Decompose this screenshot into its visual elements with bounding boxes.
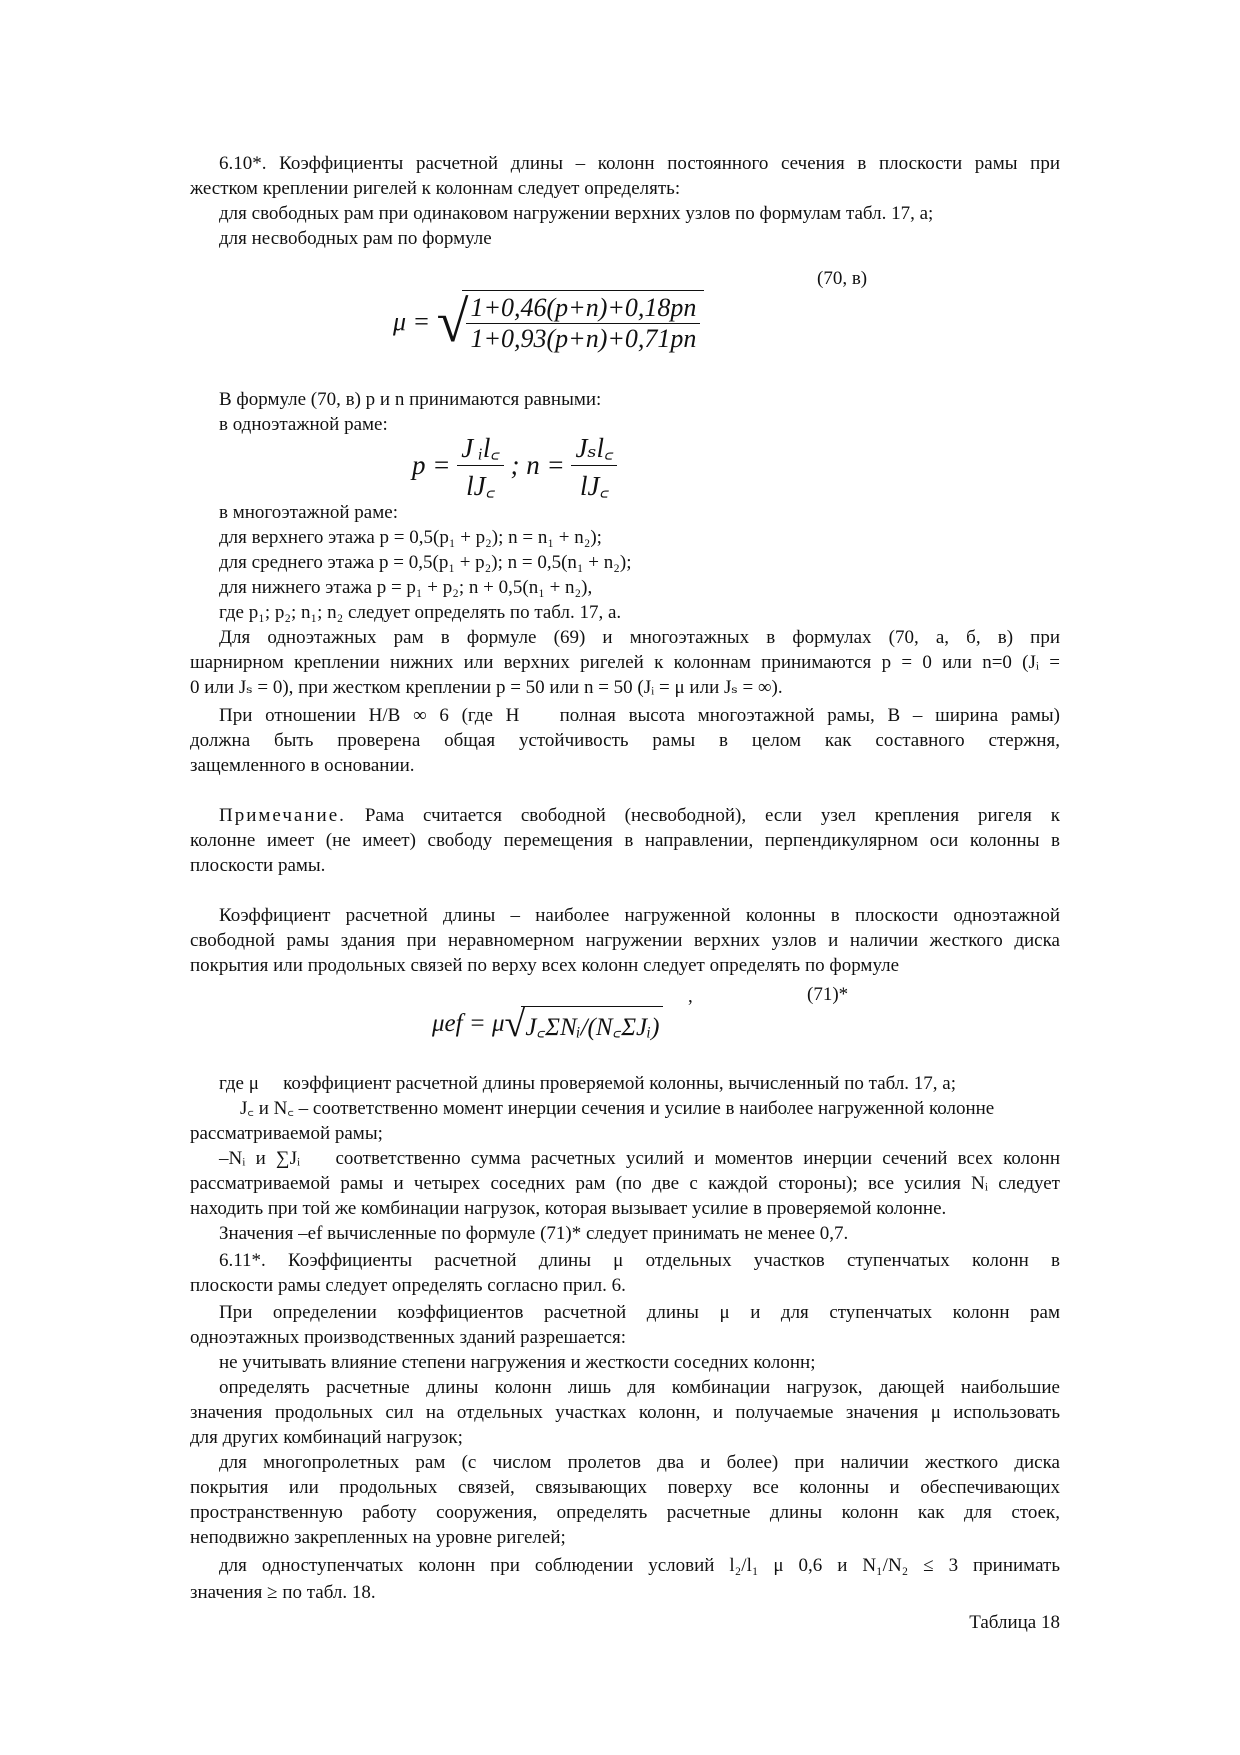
paragraph-sum-line1: –Nᵢ и ∑Jᵢ   соответственно сумма расчетных усилий и моментов инерции сечений всех колонн: [219, 1148, 1060, 1169]
formula-n-numerator: Jₛl꜀: [571, 428, 617, 466]
formula-70v-lhs: μ =: [393, 307, 431, 336]
paragraph-ratio-line1: При отношении H/B ∞ 6 (где H   полная высота многоэтажной рамы, B – ширина рамы): [219, 705, 1060, 726]
note-text-1: Рама считается свободной (несвободной), если узел крепления ригеля к: [345, 805, 1060, 826]
paragraph-determination-line2: одноэтажных производственных зданий разрешается:: [190, 1327, 627, 1348]
paragraph-formula-70v-params: В формуле (70, в) p и n принимаются равными:: [219, 389, 602, 410]
paragraph-nonfree-frames: для несвободных рам по формуле: [219, 228, 492, 249]
formula-70v-radicand: [462, 290, 704, 354]
paragraph-6-11-line2: плоскости рамы следует определять согласно прил. 6.: [190, 1275, 626, 1296]
formula-p-label: p =: [412, 450, 451, 480]
paragraph-bottom-floor: для нижнего этажа p = p₁ + p₂; n + 0,5(n₁ + n₂),: [219, 577, 593, 598]
paragraph-ratio-line2: должна быть проверена общая устойчивость рамы в целом как составного стержня,: [190, 730, 1060, 751]
paragraph-6-11-line1: 6.11*. Коэффициенты расчетной длины μ отдельных участков ступенчатых колонн в: [219, 1250, 1060, 1271]
paragraph-sum-line2: рассматриваемой рамы и четырех соседних рам (по две с каждой стороны); все усилия Nᵢ следует: [190, 1173, 1060, 1194]
note-line3: плоскости рамы.: [190, 855, 326, 876]
paragraph-jc-nc-line2: рассматриваемой рамы;: [190, 1123, 383, 1144]
paragraph-coef-line1: Коэффициент расчетной длины – наиболее нагруженной колонны в плоскости одноэтажной: [219, 905, 1060, 926]
paragraph-multispan-line3: пространственную работу сооружения, определять расчетные длины колонн как для стоек,: [190, 1502, 1060, 1523]
formula-70v-denominator: 1+0,93(p+n)+0,71pn: [470, 324, 697, 353]
formula-71-lhs: μef = μ: [432, 1010, 505, 1037]
formula-70v-fraction: [466, 293, 700, 354]
paragraph-middle-floor: для среднего этажа p = 0,5(p₁ + p₂); n = 0,5(n₁ + n₂);: [219, 552, 632, 573]
note-line1: [219, 803, 1060, 828]
formula-71-radicand: J꜀ΣNᵢ/(N꜀ΣJᵢ): [521, 1006, 663, 1043]
paragraph-multi-storey: в многоэтажной раме:: [219, 502, 398, 523]
formula-71: [432, 1002, 663, 1046]
paragraph-coef-line2: свободной рамы здания при неравномерном нагружении верхних узлов и наличии жесткого диска: [190, 930, 1060, 951]
paragraph-6-10-line1: 6.10*. Коэффициенты расчетной длины – колонн постоянного сечения в плоскости рамы при: [219, 153, 1060, 174]
paragraph-where: где p₁; p₂; n₁; n₂ следует определять по табл. 17, а.: [219, 602, 622, 623]
paragraph-combination-line3: для других комбинаций нагрузок;: [190, 1427, 463, 1448]
formula-70v: [393, 290, 704, 354]
radical-sign: √: [436, 289, 469, 354]
formula-n-label: ; n =: [510, 450, 565, 480]
paragraph-multispan-line2: покрытия или продольных связей, связывающих поверху все колонны и обеспечивающих: [190, 1477, 1060, 1498]
paragraph-single-step-line2: значения ≥ по табл. 18.: [190, 1582, 376, 1603]
paragraph-sum-line3: находить при той же комбинации нагрузок, которая вызывает усилие в проверяемой колонне.: [190, 1198, 947, 1219]
formula-70v-numerator: 1+0,46(p+n)+0,18pn: [466, 293, 700, 324]
equation-number-71: (71)*: [807, 984, 849, 1005]
formula-p-denominator: lJ꜀: [466, 471, 495, 501]
paragraph-6-10-line2: жестком креплении ригелей к колоннам следует определять:: [190, 178, 681, 199]
formula-n-fraction: [571, 428, 617, 503]
paragraph-jc-nc-line1: J꜀ и N꜀ – соответственно момент инерции сечения и усилие в наиболее нагруженной колонне: [240, 1098, 995, 1119]
formula-p-n: [412, 428, 617, 503]
paragraph-coef-line3: покрытия или продольных связей по верху всех колонн следует определять по формуле: [190, 955, 900, 976]
paragraph-top-floor: для верхнего этажа p = 0,5(p₁ + p₂); n = n₁ + n₂);: [219, 527, 602, 548]
paragraph-determination-line1: При определении коэффициентов расчетной длины μ и для ступенчатых колонн рам: [219, 1302, 1060, 1323]
note-label: Примечание.: [219, 805, 346, 826]
paragraph-values-mu-ef: Значения –ef вычисленные по формуле (71)* следует принимать не менее 0,7.: [219, 1223, 849, 1244]
paragraph-free-frames: для свободных рам при одинаковом нагружении верхних узлов по формулам табл. 17, а;: [219, 203, 934, 224]
paragraph-combination-line2: значения продольных сил на отдельных участках колонн, и получаемые значения μ использовать: [190, 1402, 1060, 1423]
paragraph-combination-line1: определять расчетные длины колонн лишь для комбинации нагрузок, дающей наибольшие: [219, 1377, 1060, 1398]
paragraph-multispan-line1: для многопролетных рам (с числом пролетов два и более) при наличии жесткого диска: [219, 1452, 1060, 1473]
paragraph-multispan-line4: неподвижно закрепленных на уровне ригелей;: [190, 1527, 566, 1548]
paragraph-single-step-line1: для одноступенчатых колонн при соблюдении условий l₂/l₁ μ 0,6 и N₁/N₂ ≤ 3 принимать: [219, 1555, 1060, 1576]
paragraph-single-storey: в одноэтажной раме:: [219, 414, 388, 435]
paragraph-ratio-line3: защемленного в основании.: [190, 755, 415, 776]
paragraph-ignore-influence: не учитывать влияние степени нагружения и жесткости соседних колонн;: [219, 1352, 816, 1373]
equation-number-70v: (70, в): [817, 268, 868, 289]
formula-71-comma: ,: [688, 986, 693, 1007]
formula-p-fraction: [457, 428, 504, 503]
paragraph-hinged-line3: 0 или Jₛ = 0), при жестком креплении p = 50 или n = 50 (Jᵢ = μ или Jₛ = ∞).: [190, 677, 783, 698]
paragraph-where-mu: где μ   коэффициент расчетной длины проверяемой колонны, вычисленный по табл. 17, а;: [219, 1073, 957, 1094]
formula-p-numerator: J ᵢl꜀: [457, 428, 504, 466]
table-caption: Таблица 18: [969, 1612, 1060, 1633]
note-line2: колонне имеет (не имеет) свободу перемещения в направлении, перпендикулярном оси колонны в: [190, 830, 1060, 851]
paragraph-hinged-line1: Для одноэтажных рам в формуле (69) и многоэтажных в формулах (70, а, б, в) при: [219, 627, 1060, 648]
paragraph-hinged-line2: шарнирном креплении нижних или верхних ригелей к колоннам принимаются p = 0 или n=0 (Jᵢ =: [190, 652, 1060, 673]
radical-sign-71: √: [504, 1003, 526, 1045]
formula-n-denominator: lJ꜀: [580, 471, 609, 501]
